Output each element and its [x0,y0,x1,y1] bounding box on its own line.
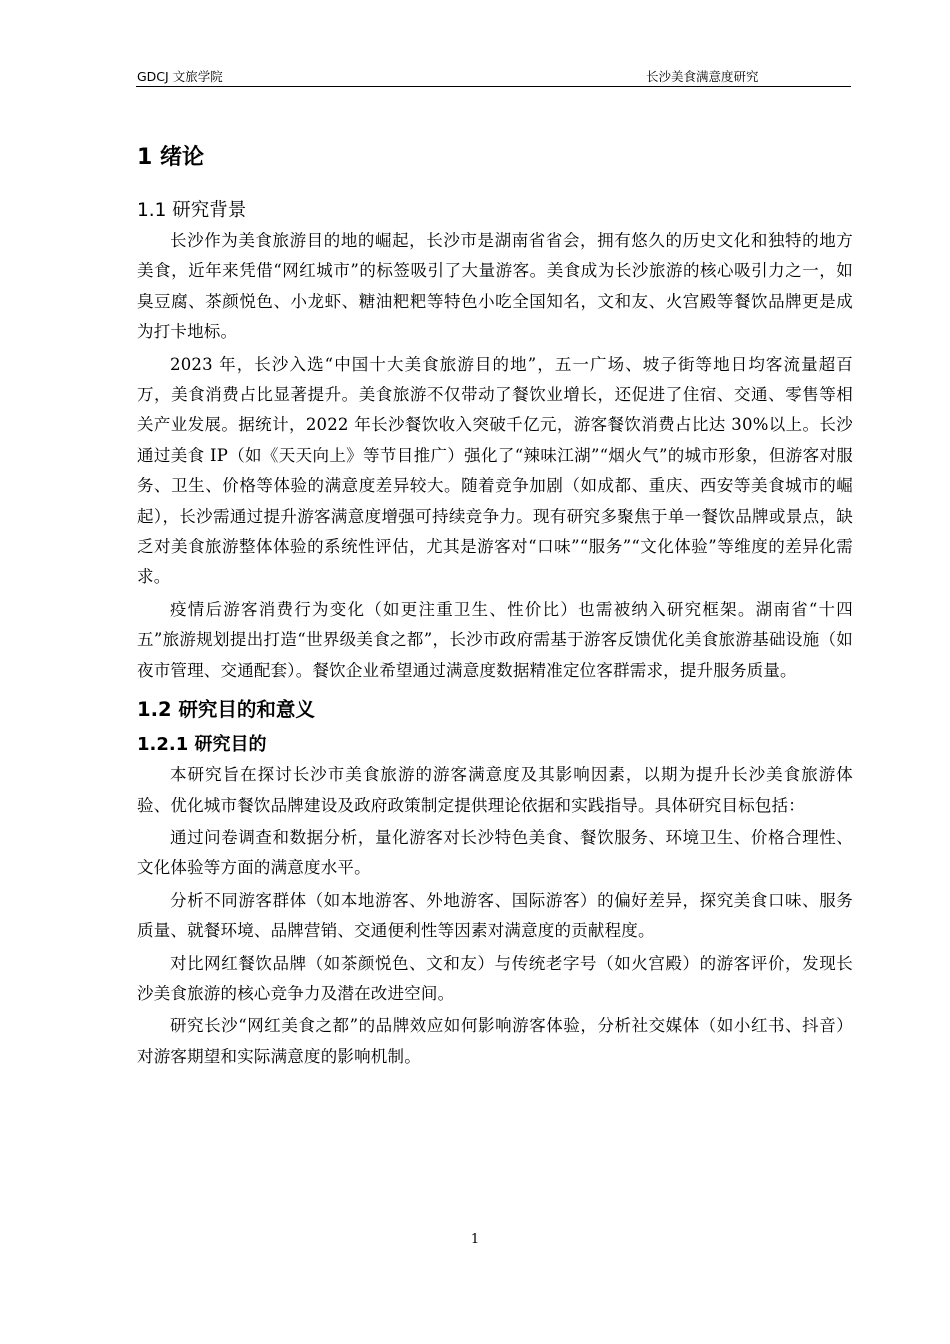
section-title-1-1: 1.1 研究背景 [137,200,247,221]
chapter-title: 1 绪论 [137,145,204,170]
page-number: 1 [470,1232,480,1247]
page-content [137,140,853,1074]
page-header [136,66,851,87]
header-right-text: 长沙美食满意度研究 [646,69,759,84]
paragraph: 分析不同游客群体（如本地游客、外地游客、国际游客）的偏好差异，探究美食口味、服务质量、就餐环境、品牌营销、交通便利性等因素对满意度的贡献程度。 [137,890,853,941]
paragraph: 对比网红餐饮品牌（如茶颜悦色、文和友）与传统老字号（如火宫殿）的游客评价，发现长沙美食旅游的核心竞争力及潜在改进空间。 [137,953,853,1003]
paragraph: 研究长沙“网红美食之都”的品牌效应如何影响游客体验，分析社交媒体（如小红书、抖音）对游客期望和实际满意度的影响机制。 [137,1016,853,1066]
paragraph: 本研究旨在探讨长沙市美食旅游的游客满意度及其影响因素，以期为提升长沙美食旅游体验、优化城市餐饮品牌建设及政府政策制定提供理论依据和实践指导。具体研究目标包括： [137,765,853,815]
paragraph: 疫情后游客消费行为变化（如更注重卫生、性价比）也需被纳入研究框架。湖南省“十四五”旅游规划提出打造“世界级美食之都”，长沙市政府需基于游客反馈优化美食旅游基础设施（如夜市管理、交通配套）。餐饮企业希望通过满意度数据精准定位客群需求，提升服务质量。 [137,599,853,680]
section-title-1-2-1: 1.2.1 研究目的 [137,734,267,756]
paragraph: 长沙作为美食旅游目的地的崛起，长沙市是湖南省省会，拥有悠久的历史文化和独特的地方美食，近年来凭借“网红城市”的标签吸引了大量游客。美食成为长沙旅游的核心吸引力之一，如臭豆腐、茶颜悦色、小龙虾、糖油粑粑等特色小吃全国知名，文和友、火宫殿等餐饮品牌更是成为打卡地标。 [137,231,853,342]
paragraph: 2023 年，长沙入选“中国十大美食旅游目的地”，五一广场、坡子街等地日均客流量超百万，美食消费占比显著提升。美食旅游不仅带动了餐饮业增长，还促进了住宿、交通、零售等相关产业发展。据统计，2022 年长沙餐饮收入突破千亿元，游客餐饮消费占比达 30%以上。长沙通过美食 IP（如《天天向上》等节目推广）强化了“辣味江湖”“烟火气”的城市形象，但游客对服务、卫生、价格等体验的满意度差异较大。随着竞争加剧（如成都、重庆、西安等美食城市的崛起），长沙需通过提升游客满意度增强可持续竞争力。现有研究多聚焦于单一餐饮品牌或景点，缺乏对美食旅游整体体验的系统性评估，尤其是游客对“口味”“服务”“文化体验”等维度的差异化需求。 [137,354,853,587]
section-title-1-2: 1.2 研究目的和意义 [137,698,315,722]
header-left-text: GDCJ 文旅学院 [137,69,223,84]
paragraph: 通过问卷调查和数据分析，量化游客对长沙特色美食、餐饮服务、环境卫生、价格合理性、文化体验等方面的满意度水平。 [137,827,853,878]
